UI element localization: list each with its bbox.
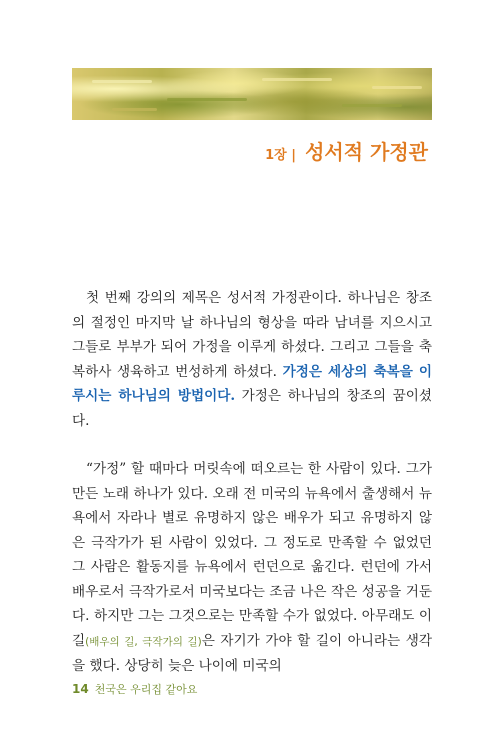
chapter-title: 성서적 가정관	[305, 140, 428, 164]
paragraph-1	[72, 286, 432, 433]
inline-note: (배우의 길, 극작가의 길)	[85, 635, 202, 648]
chapter-number: 1장 |	[265, 148, 297, 163]
paragraph-2-text: “가정” 할 때마다 머릿속에 떠오르는 한 사람이 있다. 그가 만든 노래 하나가 있다. 오래 전 미국의 뉴욕에서 출생해서 뉴욕에서 자라나 별로 유명하지 않은 배우가 되고 유명하지 않은 극작가가 된 사람이 있었다. 그 정도로 만족할 수 없었던 그 사람은 활동지를 뉴욕에서 런던으로 옮긴다. 런던에 가서 배우로서 극작가로서 미국보다는 조금 나은 작은 성공을 거둔다. 하지만 그는 그것으로는 만족할 수가 없었다. 아무래도 이 길	[72, 461, 432, 649]
body-text	[72, 286, 432, 679]
page-footer	[72, 681, 197, 697]
book-title: 천국은 우리집 같아요	[94, 683, 198, 696]
paragraph-1-tail: 가정은 하나님의 창조의 꿈이셨다.	[72, 388, 432, 429]
paragraph-2-tail: 은 자기가 가야 할 길이 아니라는 생각을 했다. 상당히 늦은 나이에 미국의	[72, 632, 432, 674]
chapter-heading	[265, 136, 428, 165]
paragraph-1-text: 첫 번째 강의의 제목은 성서적 가정관이다. 하나님은 창조의 절정인 마지막 날 하나님의 형상을 따라 남녀를 지으시고 그들로 부부가 되어 가정을 이루게 하셨다. 그리고 그들을 축복하사 생육하고 번성하게 하셨다.	[72, 290, 432, 380]
chapter-banner-image	[72, 68, 432, 120]
paragraph-2	[72, 457, 432, 679]
highlighted-sentence: 가정은 세상의 축복을 이루시는 하나님의 방법이다.	[72, 363, 432, 404]
page-number: 14	[72, 682, 89, 696]
